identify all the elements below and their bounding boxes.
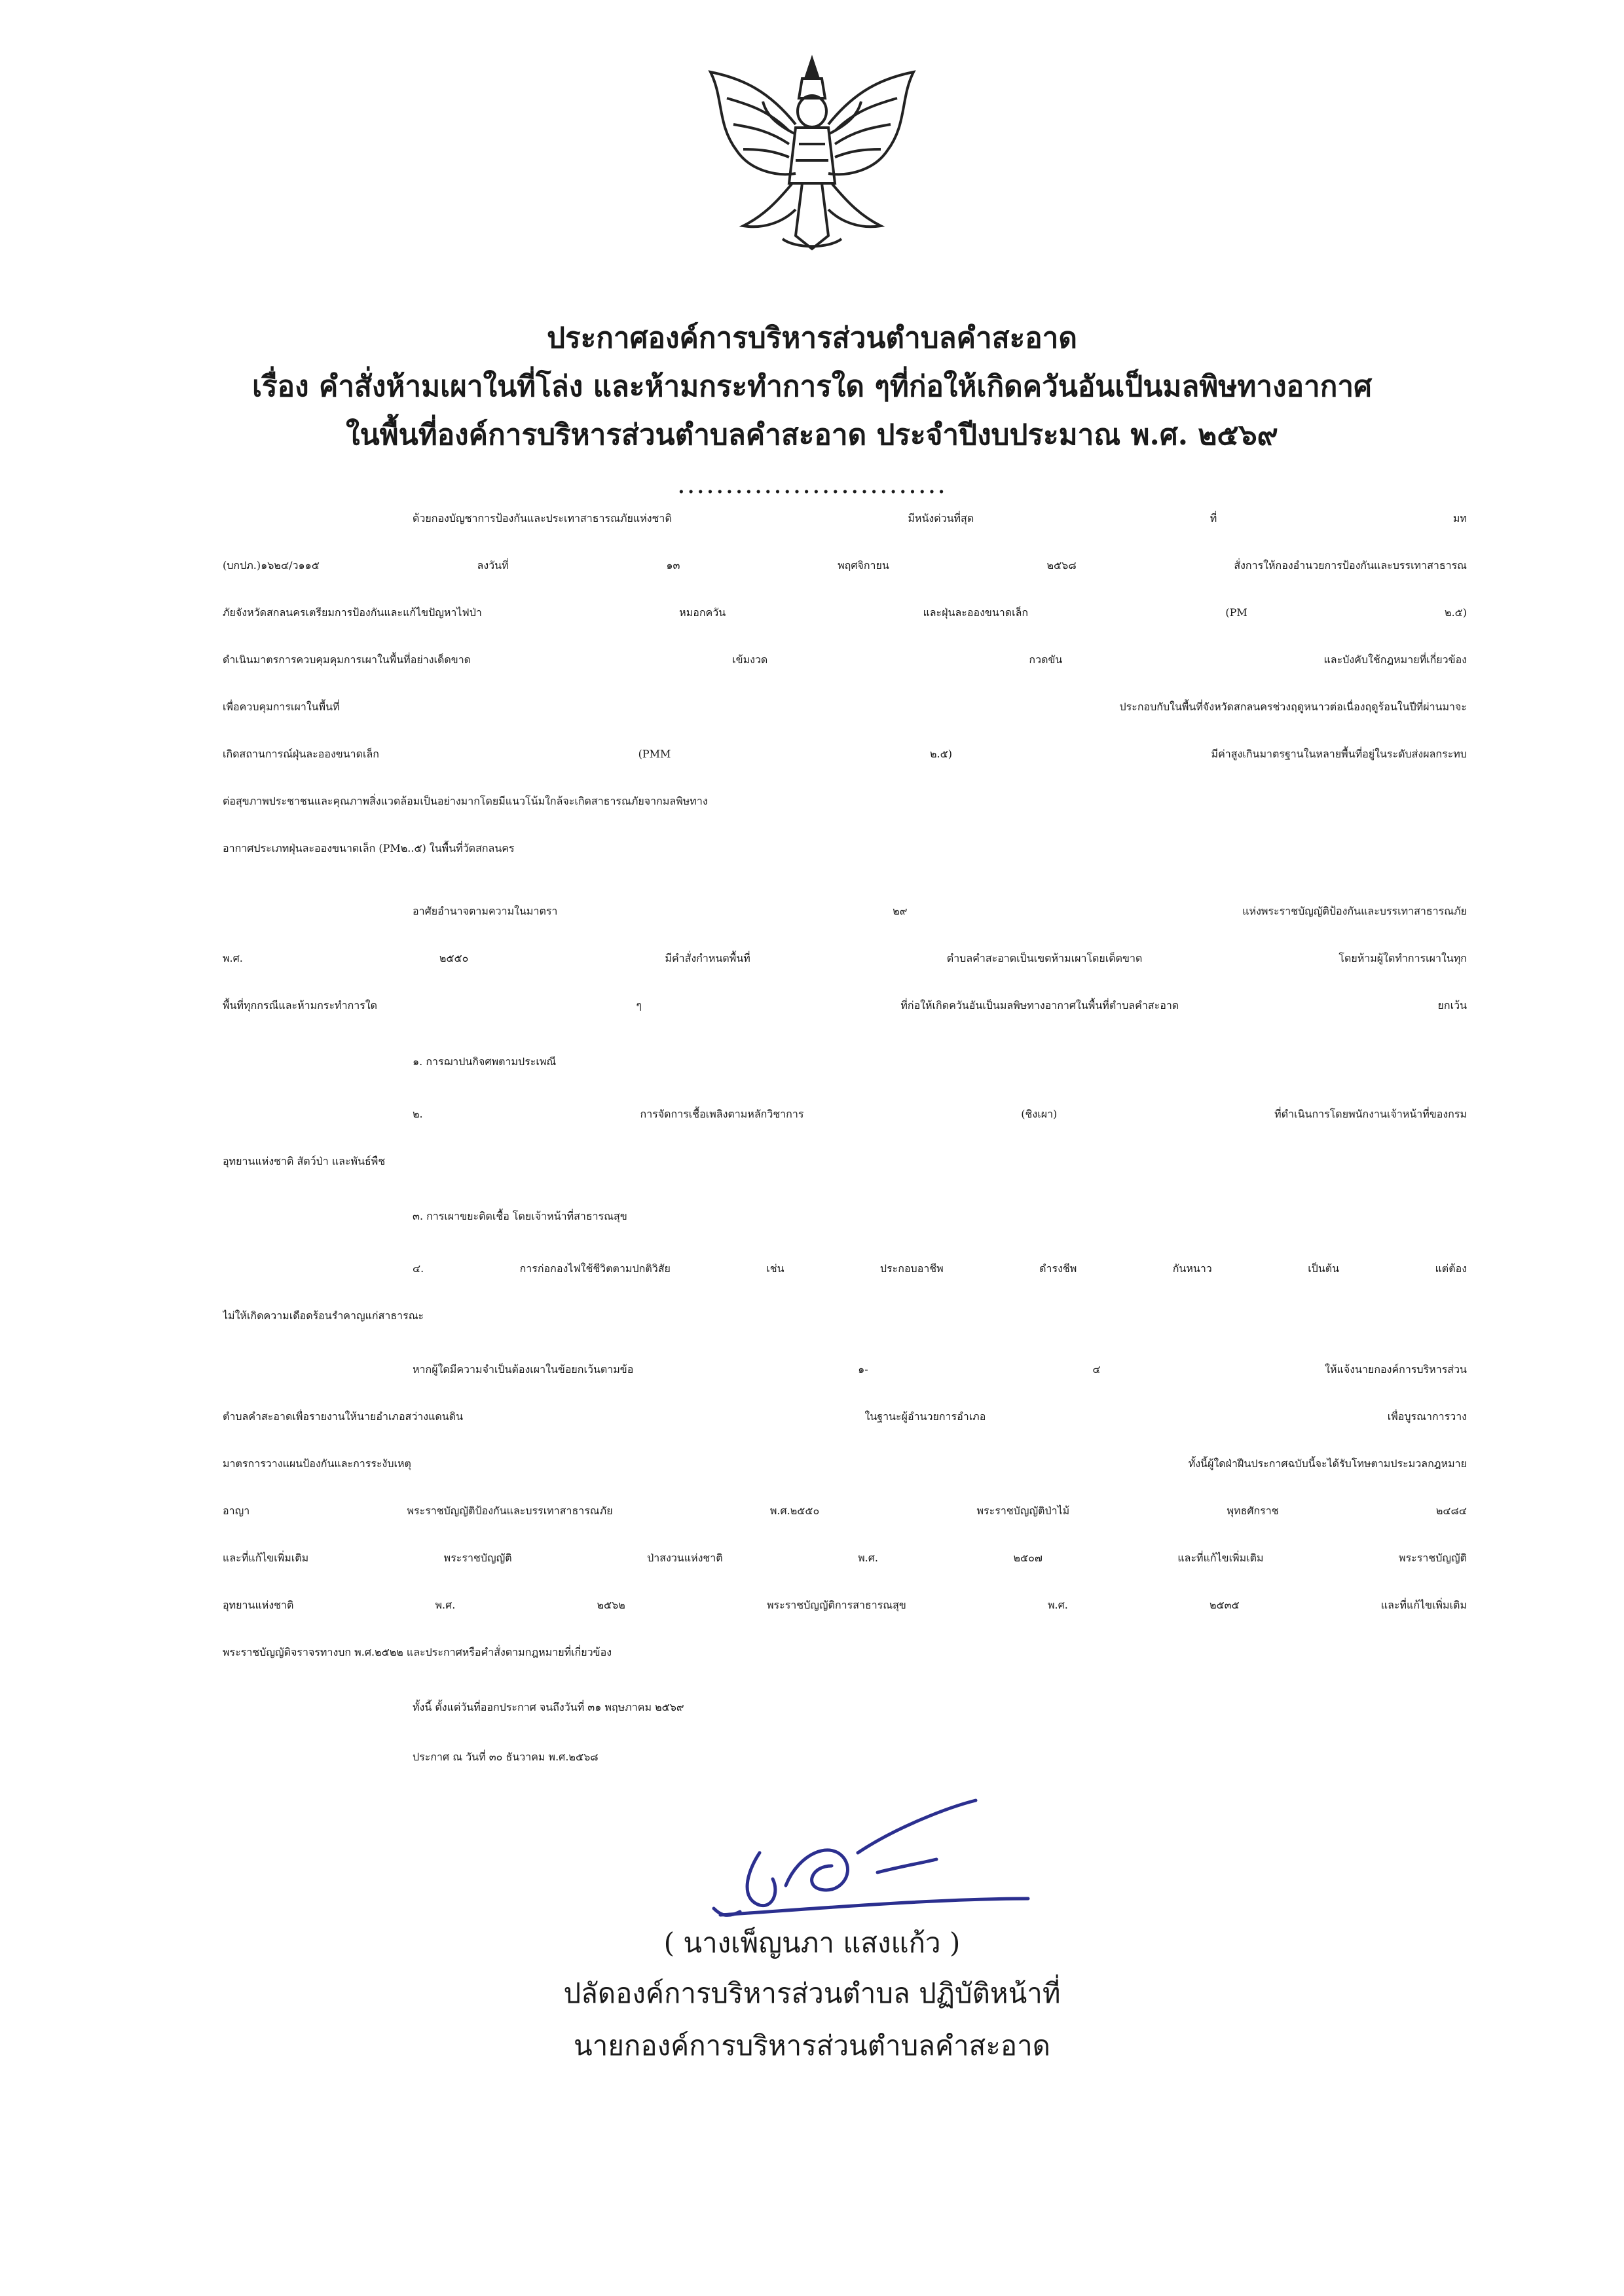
body-line: อาศัยอำนาจตามความในมาตรา ๒๙ แห่งพระราชบัญญัติป้องกันและบรรเทาสาธารณภัย [413,905,1467,917]
exception-item: ๒. การจัดการเชื้อเพลิงตามหลักวิชาการ (ชิงเผา) ที่ดำเนินการโดยพนักงานเจ้าหน้าที่ของกรม [413,1108,1467,1120]
signer-name: ( นางเพ็ญนภา แสงแก้ว ) [663,1927,961,1959]
signer-position: ปลัดองค์การบริหารส่วนตำบล ปฏิบัติหน้าที่ [563,1977,1061,2009]
body-line: (บกปภ.)๑๖๒๔/ว๑๑๕ ลงวันที่ ๑๓ พฤศจิกายน ๒๕๖๘ สั่งการให้กองอำนวยการป้องกันและบรรเทาสาธารณ [223,559,1467,572]
announcement-subject: เรื่อง คำสั่งห้ามเผาในที่โล่ง และห้ามกระทำการใด ๆที่ก่อให้เกิดควันอันเป็นมลพิษทางอากาศ [251,370,1373,403]
signer-acting-position: นายกองค์การบริหารส่วนตำบลคำสะอาด [574,2030,1050,2062]
body-line: หากผู้ใดมีความจำเป็นต้องเผาในข้อยกเว้นตามข้อ ๑- ๔ ให้แจ้งนายกองค์การบริหารส่วน [413,1363,1467,1376]
exception-item: ๓. การเผาขยะติดเชื้อ โดยเจ้าหน้าที่สาธารณสุข [413,1210,627,1222]
announcement-date: ประกาศ ณ วันที่ ๓๐ ธันวาคม พ.ศ.๒๕๖๘ [413,1751,599,1763]
body-line: พระราชบัญญัติจราจรทางบก พ.ศ.๒๕๒๒ และประกาศหรือคำสั่งตามกฎหมายที่เกี่ยวข้อง [223,1646,612,1658]
body-line: อุทยานแห่งชาติ พ.ศ. ๒๕๖๒ พระราชบัญญัติการสาธารณสุข พ.ศ. ๒๕๓๕ และที่แก้ไขเพิ่มเติม [223,1599,1467,1611]
announcement-title: ประกาศองค์การบริหารส่วนตำบลคำสะอาด [547,321,1077,355]
body-line: อาญา พระราชบัญญัติป้องกันและบรรเทาสาธารณภัย พ.ศ.๒๕๕๐ พระราชบัญญัติป่าไม้ พุทธศักราช ๒๔๘๔ [223,1504,1467,1517]
body-line: ด้วยกองบัญชาการป้องกันและประเทาสาธารณภัยแห่งชาติ มีหนังด่วนที่สุด ที่ มท [413,512,1467,524]
announcement-scope: ในพื้นที่องค์การบริหารส่วนตำบลคำสะอาด ประจำปีงบประมาณ พ.ศ. ๒๕๖๙ [346,418,1278,452]
title-separator: ............................ [676,469,947,500]
body-line: ไม่ให้เกิดความเดือดร้อนรำคาญแก่สาธารณะ [223,1309,424,1322]
body-line: ต่อสุขภาพประชาชนและคุณภาพสิ่งแวดล้อมเป็นอย่างมากโดยมีแนวโน้มใกล้จะเกิดสาธารณภัยจากมลพิษทาง [223,795,708,807]
body-line: เกิดสถานการณ์ฝุ่นละอองขนาดเล็ก (PMM ๒.๕) มีค่าสูงเกินมาตรฐานในหลายพื้นที่อยู่ในระดับส่งผลกระทบ [223,748,1467,760]
exception-item: ๑. การฌาปนกิจศพตามประเพณี [413,1055,557,1068]
body-line: และที่แก้ไขเพิ่มเติม พระราชบัญญัติ ป่าสงวนแห่งชาติ พ.ศ. ๒๕๐๗ และที่แก้ไขเพิ่มเติม พระราชบัญญัติ [223,1552,1467,1564]
body-line: อุทยานแห่งชาติ สัตว์ป่า และพันธ์พืช [223,1155,386,1167]
exception-item: ๔. การก่อกองไฟใช้ชีวิตตามปกติวิสัย เช่น ประกอบอาชีพ ดำรงชีพ กันหนาว เป็นต้น แต่ต้อง [413,1262,1467,1275]
body-line: พ.ศ. ๒๕๕๐ มีคำสั่งกำหนดพื้นที่ ตำบลคำสะอาดเป็นเขตห้ามเผาโดยเด็ดขาด โดยห้ามผู้ใดทำการเผาในทุก [223,952,1467,964]
body-line: อากาศประเภทฝุ่นละอองขนาดเล็ก (PM๒..๕) ในพื้นที่วัดสกลนคร [223,842,515,854]
handwritten-signature-icon [701,1774,1041,1925]
body-line: พื้นที่ทุกกรณีและห้ามกระทำการใด ๆ ที่ก่อให้เกิดควันอันเป็นมลพิษทางอากาศในพื้นที่ตำบลคำสะอาด ยกเว้น [223,999,1467,1011]
body-line: ภัยจังหวัดสกลนครเตรียมการป้องกันและแก้ไขปัญหาไฟป่า หมอกควัน และฝุ่นละอองขนาดเล็ก (PM ๒.๕) [223,606,1467,619]
garuda-emblem-icon [697,52,927,262]
body-line: ตำบลคำสะอาดเพื่อรายงานให้นายอำเภอสว่างแดนดิน ในฐานะผู้อำนวยการอำเภอ เพื่อบูรณาการวาง [223,1410,1467,1423]
body-line: มาตรการวางแผนป้องกันและการระงับเหตุ ทั้งนี้ผู้ใดฝ่าฝืนประกาศฉบับนี้จะได้รับโทษตามประมวลกฎหมาย [223,1457,1467,1470]
effective-period: ทั้งนี้ ตั้งแต่วันที่ออกประกาศ จนถึงวันที่ ๓๑ พฤษภาคม ๒๕๖๙ [413,1701,684,1713]
body-line: ดำเนินมาตรการควบคุมคุมการเผาในพื้นที่อย่างเด็ดขาด เข้มงวด กวดขัน และบังคับใช้กฎหมายที่เกี่ยวข้อง [223,653,1467,666]
body-line: เพื่อควบคุมการเผาในพื้นที่ ประกอบกับในพื้นที่จังหวัดสกลนครช่วงฤดูหนาวต่อเนื่องฤดูร้อนในปีที่ผ่านมาจะ [223,701,1467,713]
